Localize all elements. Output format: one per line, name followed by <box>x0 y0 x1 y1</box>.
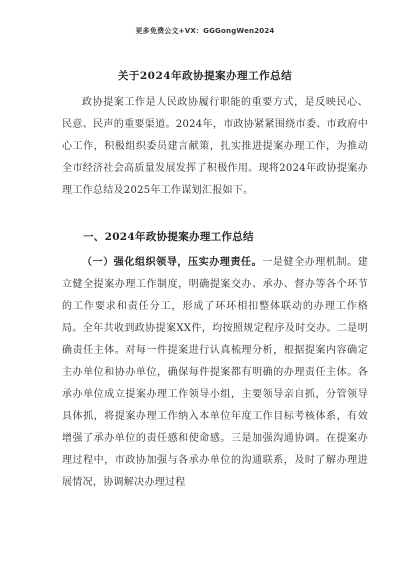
section-heading: 一、2024年政协提案办理工作总结 <box>83 231 254 243</box>
subsection-body: 一是健全办理机制。建立健全提案办理工作制度，明确提案交办、承办、督办等各个环节的工作要求和责任分工，形成了环环相扣整体联动的办理工作格局。全年共收到政协提案XX件，均按照规定程序及时交办。二是明确责任主体。对每一件提案进行认真梳理分析，根据提案内容确定主办单位和协办单位，确保每件提案都有明确的办理责任主体。各承办单位成立提案办理工作领导小组，主要领导亲自抓，分管领导具体抓，将提案办理工作纳入本单位年度工作目标考核体系，有效增强了承办单位的责任感和使命感。三是加强沟通协调。在提案办理过程中，市政协加强与各承办单位的沟通联系，及时了解办理进展情况，协调解决办理过程 <box>62 257 368 488</box>
header-note: 更多免费公文+VX：GGGongWen2024 <box>135 27 275 35</box>
intro-paragraph: 政协提案工作是人民政协履行职能的重要方式，是反映民心、民意、民声的重要渠道。2024年，市政协紧紧围绕市委、市政府中心工作，积极组织委员建言献策，扎实推进提案办理工作，为推动全市经济社会高质量发展发挥了积极作用。现将2024年政协提案办理工作总结及2025年工作谋划汇报如下。 <box>62 97 368 196</box>
subsection-heading: （一）强化组织领导，压实办理责任。 <box>82 257 263 268</box>
document-title: 关于2024年政协提案办理工作总结 <box>117 70 293 82</box>
body-paragraph <box>62 252 368 494</box>
